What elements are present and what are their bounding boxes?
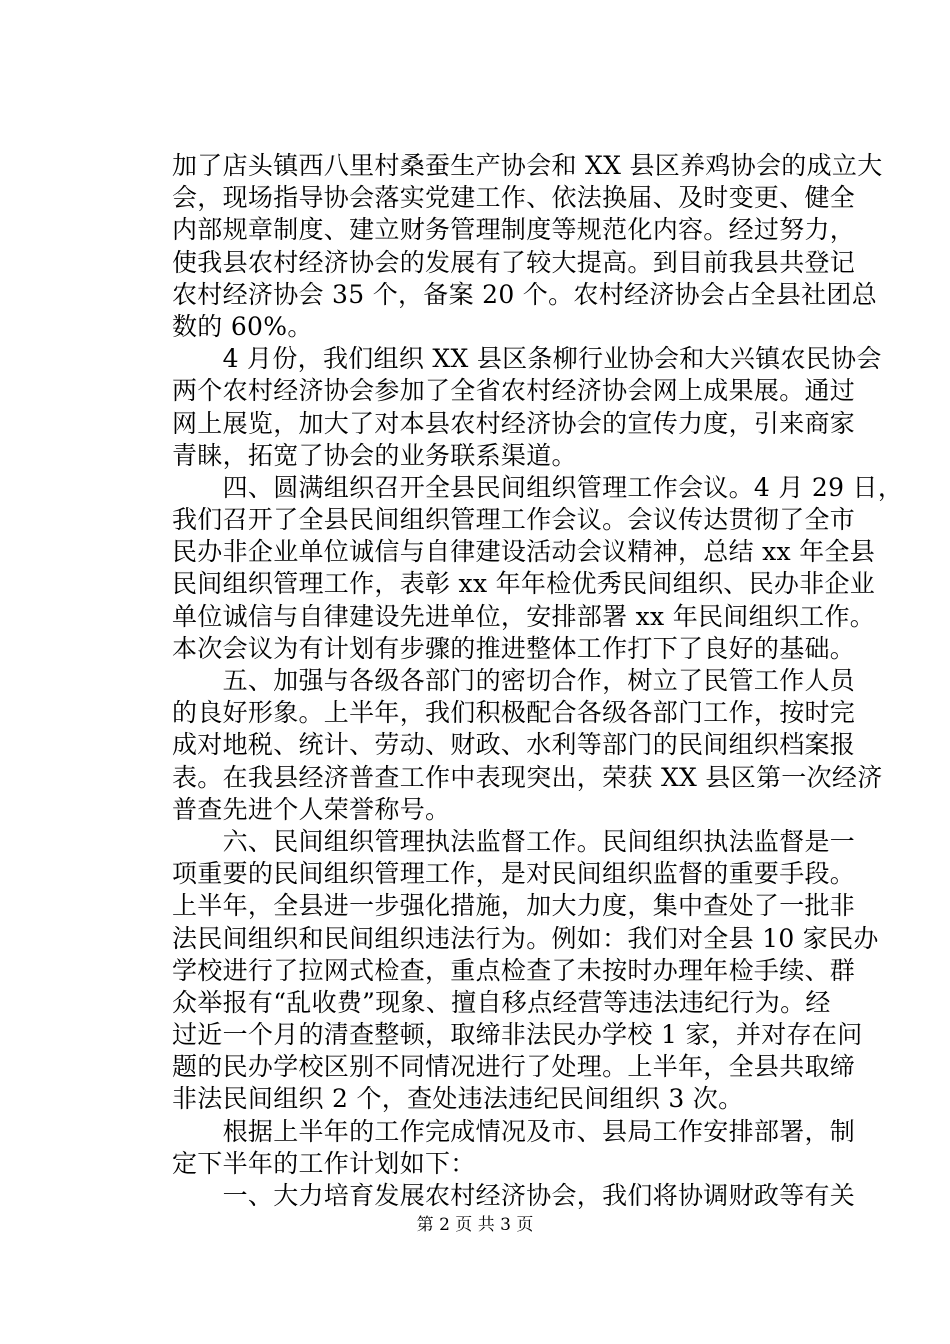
text-line: 4 月份，我们组织 XX 县区条柳行业协会和大兴镇农民协会 xyxy=(172,344,882,374)
text-line: 两个农村经济协会参加了全省农村经济协会网上成果展。通过 xyxy=(172,376,856,406)
document-body xyxy=(172,150,904,1212)
text-line: 表。在我县经济普查工作中表现突出，荣获 XX 县区第一次经济 xyxy=(172,762,883,792)
text-line: 的良好形象。上半年，我们积极配合各级各部门工作，按时完 xyxy=(172,698,856,728)
text-line: 会，现场指导协会落实党建工作、依法换届、及时变更、健全 xyxy=(172,183,856,213)
page-number-footer: 第 2 页 共 3 页 xyxy=(416,1215,534,1235)
text-line: 本次会议为有计划有步骤的推进整体工作打下了良好的基础。 xyxy=(172,633,856,663)
text-line: 使我县农村经济协会的发展有了较大提高。到目前我县共登记 xyxy=(172,247,856,277)
text-line: 内部规章制度、建立财务管理制度等规范化内容。经过努力， xyxy=(172,215,856,245)
text-line: 网上展览，加大了对本县农村经济协会的宣传力度，引来商家 xyxy=(172,408,856,438)
text-line: 民办非企业单位诚信与自律建设活动会议精神，总结 xx 年全县 xyxy=(172,537,876,567)
text-line: 数的 60%。 xyxy=(172,311,313,341)
text-line: 农村经济协会 35 个，备案 20 个。农村经济协会占全县社团总 xyxy=(172,279,878,309)
text-line: 普查先进个人荣誉称号。 xyxy=(172,794,451,824)
text-line: 定下半年的工作计划如下： xyxy=(172,1148,476,1178)
text-line: 学校进行了拉网式检查，重点检查了未按时办理年检手续、群 xyxy=(172,955,856,985)
text-line: 上半年，全县进一步强化措施，加大力度，集中查处了一批非 xyxy=(172,891,856,921)
text-line: 一、大力培育发展农村经济协会，我们将协调财政等有关 xyxy=(172,1181,856,1210)
text-line: 我们召开了全县民间组织管理工作会议。会议传达贯彻了全市 xyxy=(172,505,856,535)
text-line: 众举报有“乱收费”现象、擅自移点经营等违法违纪行为。经 xyxy=(172,987,831,1017)
text-line: 加了店头镇西八里村桑蚕生产协会和 XX 县区养鸡协会的成立大 xyxy=(172,151,883,180)
text-line: 单位诚信与自律建设先进单位，安排部署 xx 年民间组织工作。 xyxy=(172,601,876,631)
text-line: 根据上半年的工作完成情况及市、县局工作安排部署，制 xyxy=(172,1116,856,1146)
text-line: 四、圆满组织召开全县民间组织管理工作会议。4 月 29 日， xyxy=(172,472,904,502)
text-line: 民间组织管理工作，表彰 xx 年年检优秀民间组织、民办非企业 xyxy=(172,569,876,599)
text-line: 青睐，拓宽了协会的业务联系渠道。 xyxy=(172,440,577,470)
text-line: 法民间组织和民间组织违法行为。例如：我们对全县 10 家民办 xyxy=(172,923,879,953)
text-line: 非法民间组织 2 个，查处违法违纪民间组织 3 次。 xyxy=(172,1084,744,1114)
text-line: 项重要的民间组织管理工作，是对民间组织监督的重要手段。 xyxy=(172,859,856,889)
text-line: 过近一个月的清查整顿，取缔非法民办学校 1 家，并对存在问 xyxy=(172,1020,863,1050)
text-line: 成对地税、统计、劳动、财政、水利等部门的民间组织档案报 xyxy=(172,730,856,760)
text-line: 题的民办学校区别不同情况进行了处理。上半年，全县共取缔 xyxy=(172,1052,856,1082)
text-line: 六、民间组织管理执法监督工作。民间组织执法监督是一 xyxy=(172,826,856,856)
text-line: 五、加强与各级各部门的密切合作，树立了民管工作人员 xyxy=(172,666,856,695)
